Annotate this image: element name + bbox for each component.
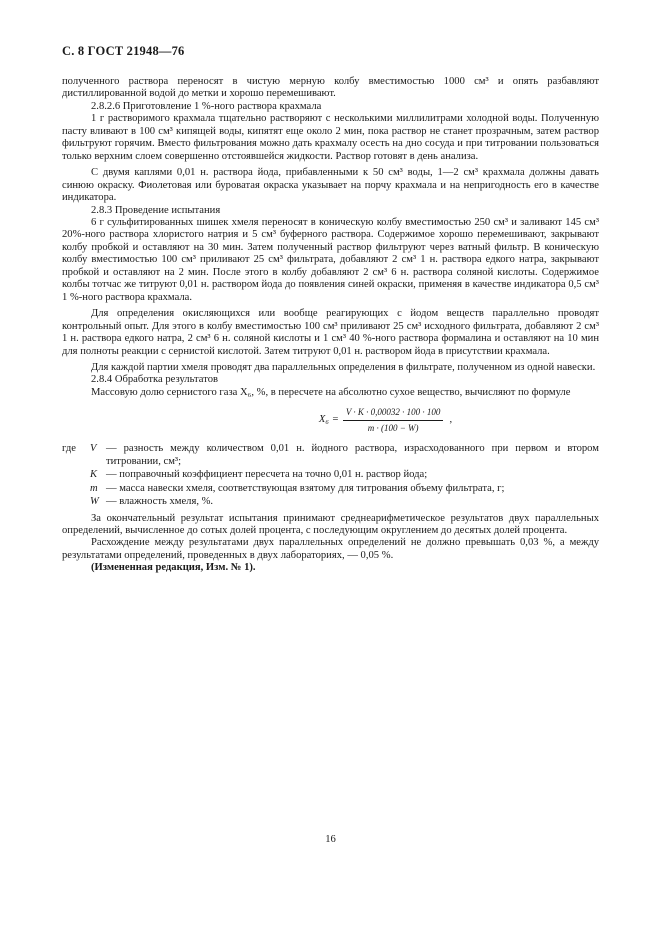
- paragraph: Для определения окисляющихся или вообще реагирующих с йодом веществ параллельно проводят контрольный опыт. Для этого в колбу вместимостью 100 см³ приливают 25 см³ исходного фильтрата, добавляют 2 см³ 1 н. раствора едкого натра, 2 см³ 6 н. соляной кислоты и 1 см³ 40 %-ного раствора формалина и оставляют на 10 мин для полноты реакции с сернистой кислотой. Затем титруют 0,01 н. раствором йода в присутствии крахмала.: [62, 308, 599, 357]
- formula-lhs: X₆ =: [318, 414, 339, 426]
- document-body: [62, 76, 599, 575]
- legend-row: [62, 483, 599, 495]
- paragraph: С двумя каплями 0,01 н. раствора йода, прибавленными к 50 см³ воды, 1—2 см³ крахмала должны давать синюю окраску. Фиолетовая или буроватая окраска указывает на порчу крахмала и на непригодность его в качестве индикатора.: [62, 167, 599, 204]
- paragraph: Для каждой партии хмеля проводят два параллельных определения в фильтрате, полученном из одной навески.: [91, 361, 596, 373]
- paragraph: 6 г сульфитированных шишек хмеля переносят в коническую колбу вместимостью 250 см³ и заливают 145 см³ 20%-ного раствора хлористого натрия и 5 см³ буферного раствора. Содержимое хорошо перемешивают, закрывают колбу пробкой и оставляют на 30 мин. Затем полученный раствор фильтруют через ватный фильтр. В коническую колбу вместимостью 100 см³ приливают 25 см³ фильтрата, добавляют 2 см³ 1 н. раствора едкого натра, закрывают пробкой и оставляют на 2 мин. После этого в колбу добавляют 2 см³ 6 н. раствора соляной кислоты. Содержимое колбы тотчас же титруют 0,01 н. раствором йода до появления синей окраски, применяя в качестве индикатора 0,5 см³ 1 %-ного раствора крахмала.: [62, 216, 599, 303]
- legend-description: — разность между количеством 0,01 н. йодного раствора, израсходованного при первом и втором титровании, см³;: [106, 443, 599, 467]
- page-header: С. 8 ГОСТ 21948—76: [62, 44, 185, 58]
- legend-row: [62, 443, 599, 468]
- legend-symbol: V: [90, 443, 97, 455]
- paragraph: Расхождение между результатами двух параллельных определений не должно превышать 0,03 %, а между результатами определений, проведенных в двух лабораториях, — 0,05 %.: [62, 537, 599, 561]
- legend-description: — влажность хмеля, %.: [106, 496, 214, 508]
- section-heading: 2.8.3 Проведение испытания: [91, 204, 221, 216]
- formula-denominator: m · (100 − W): [367, 422, 419, 433]
- formula-trail: ,: [449, 414, 453, 426]
- legend-description: — масса навески хмеля, соответствующая взятому для титрования объему фильтрата, г;: [106, 482, 505, 494]
- legend-row: [62, 496, 599, 508]
- legend-description: — поправочный коэффициент пересчета на точно 0,01 н. раствор йода;: [106, 469, 428, 481]
- paragraph: За окончательный результат испытания принимают среднеарифметическое результатов двух параллельных определений, вычисленное до сотых долей процента, с последующим округлением до десятых долей процента.: [62, 512, 599, 536]
- section-heading: 2.8.4 Обработка результатов: [91, 374, 218, 386]
- formula-numerator: V · K · 0,00032 · 100 · 100: [343, 406, 444, 420]
- legend-label: где: [62, 443, 76, 455]
- legend-symbol: K: [90, 469, 98, 481]
- formula: [172, 406, 599, 434]
- section-heading: 2.8.2.6 Приготовление 1 %-ного раствора крахмала: [91, 100, 322, 112]
- legend-symbol: W: [90, 496, 99, 508]
- paragraph: полученного раствора переносят в чистую мерную колбу вместимостью 1000 см³ и опять разбавляют дистиллированной водой до метки и хорошо перемешивают.: [62, 76, 599, 100]
- page-number: 16: [325, 834, 336, 845]
- paragraph: Массовую долю сернистого газа X₆, %, в пересчете на абсолютно сухое вещество, вычисляют по формуле: [91, 386, 571, 398]
- paragraph: 1 г растворимого крахмала тщательно растворяют с несколькими миллилитрами холодной воды. Полученную пасту вливают в 100 см³ кипящей воды, кипятят еще около 2 мин, пока раствор не станет прозрачным, затем раствор фильтруют горячим. Вместо фильтрования можно дать крахмалу осесть на дно сосуда и при титровании пользоваться только верхним слоем совершенно отстоявшейся жидкости. Раствор готовят в день анализа.: [62, 113, 599, 162]
- amendment-note: (Измененная редакция, Изм. № 1).: [91, 562, 256, 574]
- variable-legend: [62, 443, 599, 508]
- formula-fraction: [343, 406, 444, 434]
- legend-row: [62, 469, 599, 481]
- legend-symbol: m: [90, 482, 98, 494]
